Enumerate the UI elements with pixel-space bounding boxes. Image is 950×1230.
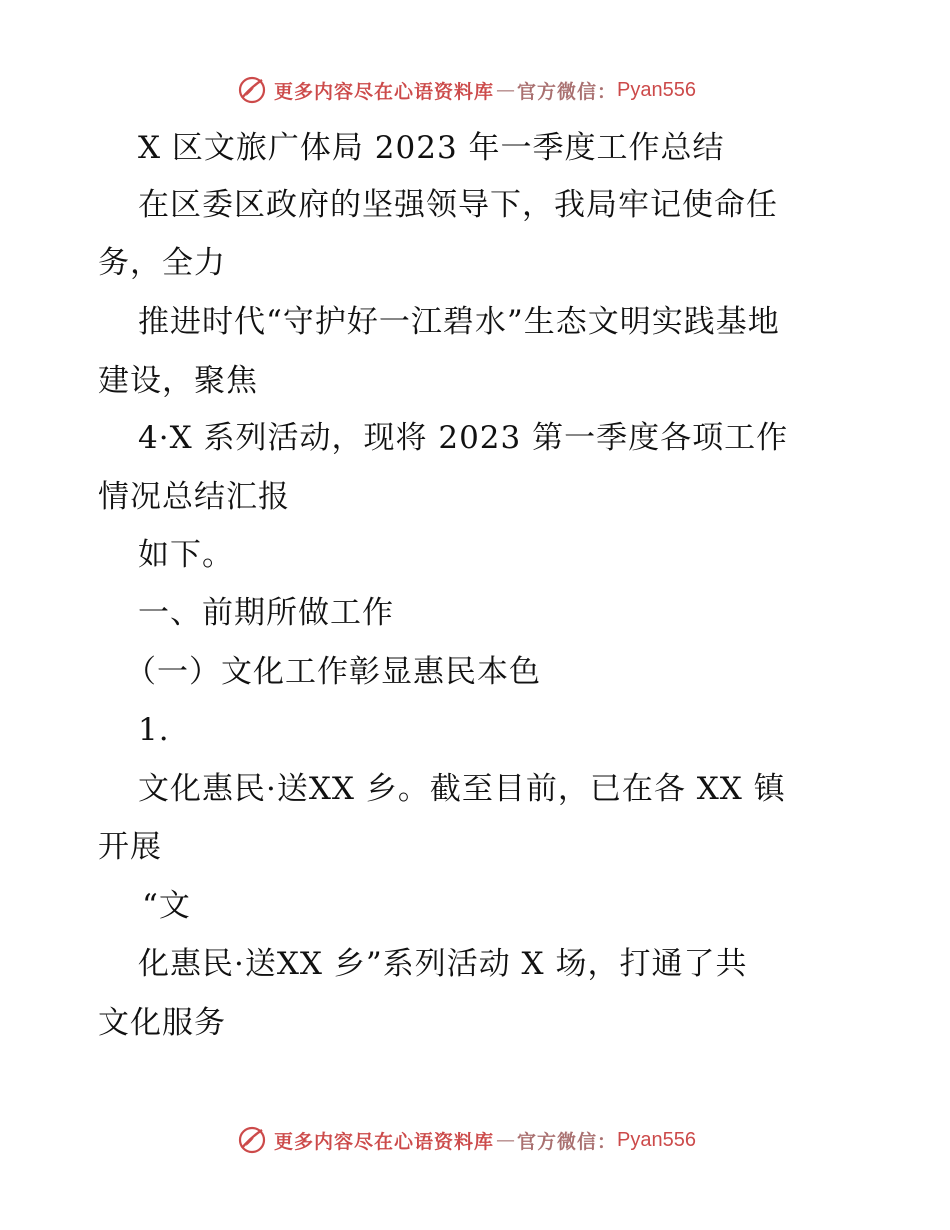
list-number: 1. (138, 712, 170, 748)
quill-logo-icon (236, 1124, 268, 1156)
text-line: 文化服务 (98, 1005, 226, 1041)
watermark-contact-id: Pyan556 (617, 1128, 696, 1151)
text-line: 文化惠民·送XX 乡。截至目前，已在各 XX 镇 (138, 771, 786, 807)
text-line: 情况总结汇报 (98, 479, 290, 515)
text-line: 建设，聚焦 (98, 363, 258, 399)
text-line: 化惠民·送XX 乡”系列活动 X 场，打通了共 (138, 946, 748, 982)
watermark-contact-label: 官方微信： (517, 1130, 618, 1153)
section-heading: 一、前期所做工作 (138, 595, 394, 631)
quill-logo-icon (236, 74, 268, 106)
text-line: “文 (142, 888, 191, 924)
watermark-text: 更多内容尽在心语资料库 (274, 1130, 495, 1153)
text-line: 推进时代“守护好一江碧水”生态文明实践基地 (138, 304, 780, 340)
watermark-separator: — (496, 1129, 516, 1151)
watermark-contact-label: 官方微信： (517, 80, 618, 103)
header-watermark (0, 72, 950, 108)
text-line: 如下。 (138, 537, 234, 573)
watermark-contact-id: Pyan556 (617, 78, 696, 101)
text-line: 在区委区政府的坚强领导下，我局牢记使命任 (138, 187, 778, 223)
watermark-text: 更多内容尽在心语资料库 (274, 80, 495, 103)
text-line: 开展 (98, 829, 162, 865)
subsection-heading: （一）文化工作彰显惠民本色 (125, 654, 541, 690)
text-line: 4·X 系列活动，现将 2023 第一季度各项工作 (138, 420, 789, 456)
watermark-separator: — (496, 79, 516, 101)
text-line: 务，全力 (98, 245, 226, 281)
document-title: X 区文旅广体局 2023 年一季度工作总结 (138, 130, 725, 166)
footer-watermark (0, 1122, 950, 1158)
